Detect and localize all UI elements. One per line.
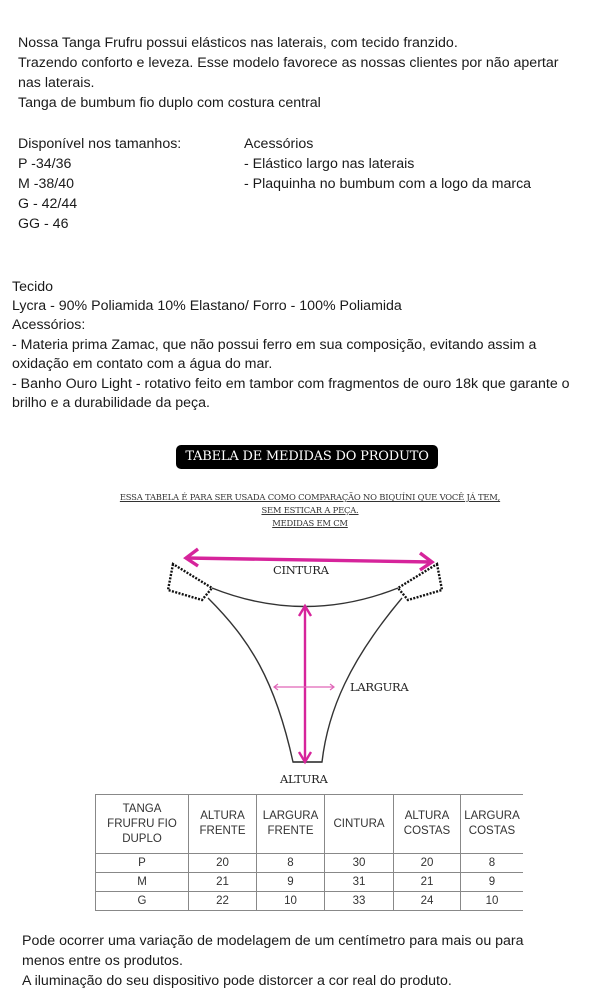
description-line: Nossa Tanga Frufru possui elásticos nas laterais, com tecido franzido. bbox=[18, 35, 458, 51]
footer-line: menos entre os produtos. bbox=[22, 953, 183, 969]
value-cell: 31 bbox=[325, 873, 394, 892]
size-item: GG - 46 bbox=[18, 216, 69, 232]
fabric-line: brilho e a durabilidade da peça. bbox=[12, 395, 210, 411]
left-frill bbox=[168, 564, 212, 600]
size-cell: M bbox=[96, 873, 189, 892]
value-cell: 21 bbox=[394, 873, 461, 892]
table-row bbox=[96, 873, 524, 892]
value-cell: 20 bbox=[189, 854, 257, 873]
size-cell: G bbox=[96, 892, 189, 911]
header-text: FRUFRU FIO bbox=[107, 817, 177, 830]
header-text: COSTAS bbox=[468, 825, 516, 837]
header-text: FRENTE bbox=[267, 825, 314, 837]
measure-note: SEM ESTICAR A PEÇA. bbox=[261, 505, 359, 515]
value-cell: 9 bbox=[257, 873, 325, 892]
description-line: Trazendo conforto e leveza. Esse modelo favorece as nossas clientes por não apertar bbox=[18, 55, 559, 71]
footer-line: A iluminação do seu dispositivo pode distorcer a cor real do produto. bbox=[22, 973, 452, 989]
fabric-line: Acessórios: bbox=[12, 317, 86, 333]
table-row bbox=[96, 892, 524, 911]
value-cell: 30 bbox=[325, 854, 394, 873]
value-cell: 9 bbox=[461, 873, 524, 892]
value-cell: 20 bbox=[394, 854, 461, 873]
header-text: DUPLO bbox=[122, 832, 162, 845]
waist-label: CINTURA bbox=[273, 563, 329, 577]
value-cell: 10 bbox=[461, 892, 524, 911]
fabric-line: - Banho Ouro Light - rotativo feito em tambor com fragmentos de ouro 18k que garante o bbox=[12, 376, 570, 392]
size-item: M -38/40 bbox=[18, 176, 74, 192]
measure-note: MEDIDAS EM CM bbox=[272, 518, 348, 528]
size-table bbox=[95, 794, 523, 911]
header-text: TANGA bbox=[122, 802, 162, 815]
fabric-line: oxidação em contato com a água do mar. bbox=[12, 356, 273, 372]
accessories-title: Acessórios bbox=[244, 136, 314, 152]
value-cell: 22 bbox=[189, 892, 257, 911]
header-altura-frente bbox=[189, 795, 257, 854]
value-cell: 21 bbox=[189, 873, 257, 892]
header-product bbox=[96, 795, 189, 854]
table-header-row bbox=[96, 795, 524, 854]
header-text: LARGURA bbox=[464, 810, 520, 822]
accessory-item: - Plaquinha no bumbum com a logo da marca bbox=[244, 176, 532, 192]
description-line: Tanga de bumbum fio duplo com costura central bbox=[18, 95, 321, 111]
header-text: ALTURA bbox=[200, 810, 245, 822]
header-text: COSTAS bbox=[403, 825, 451, 837]
measure-table-banner: TABELA DE MEDIDAS DO PRODUTO bbox=[176, 445, 438, 469]
header-cintura bbox=[325, 795, 394, 854]
size-item: G - 42/44 bbox=[18, 196, 78, 212]
header-altura-costas bbox=[394, 795, 461, 854]
size-cell: P bbox=[96, 854, 189, 873]
height-label: ALTURA bbox=[280, 772, 328, 786]
table-row bbox=[96, 854, 524, 873]
height-arrow bbox=[299, 606, 311, 762]
width-label: LARGURA bbox=[350, 680, 409, 694]
header-text: CINTURA bbox=[333, 817, 385, 830]
header-largura-costas bbox=[461, 795, 524, 854]
value-cell: 10 bbox=[257, 892, 325, 911]
value-cell: 33 bbox=[325, 892, 394, 911]
fabric-line: Tecido bbox=[12, 279, 54, 295]
fabric-line: - Materia prima Zamac, que não possui ferro em sua composição, evitando assim a bbox=[12, 337, 537, 353]
accessory-item: - Elástico largo nas laterais bbox=[244, 156, 415, 172]
size-item: P -34/36 bbox=[18, 156, 72, 172]
header-text: LARGURA bbox=[262, 810, 319, 822]
fabric-line: Lycra - 90% Poliamida 10% Elastano/ Forro - 100% Poliamida bbox=[12, 298, 402, 314]
measure-note: ESSA TABELA É PARA SER USADA COMO COMPARAÇÃO NO BIQUÍNI QUE VOCÊ JÁ TEM, bbox=[119, 492, 501, 502]
description-line: nas laterais. bbox=[18, 75, 95, 91]
value-cell: 8 bbox=[461, 854, 524, 873]
header-text: ALTURA bbox=[404, 810, 450, 822]
footer-line: Pode ocorrer uma variação de modelagem de um centímetro para mais ou para bbox=[22, 933, 524, 949]
sizes-title: Disponível nos tamanhos: bbox=[18, 136, 182, 152]
header-text: FRENTE bbox=[199, 825, 246, 837]
value-cell: 8 bbox=[257, 854, 325, 873]
header-largura-frente bbox=[257, 795, 325, 854]
value-cell: 24 bbox=[394, 892, 461, 911]
